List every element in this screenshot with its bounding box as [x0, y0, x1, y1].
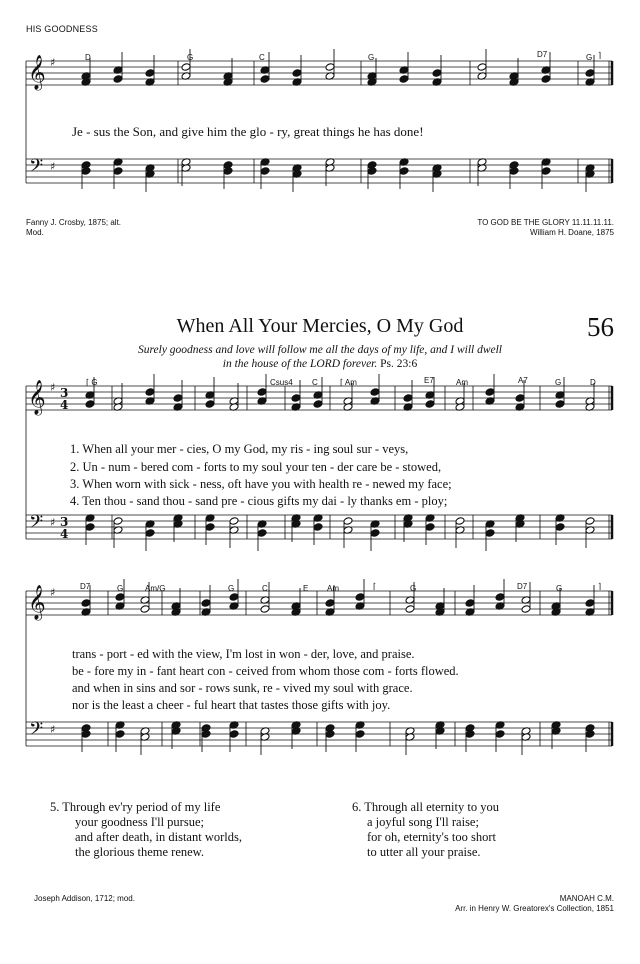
treble-clef-icon: 𝄞 [28, 55, 46, 90]
note-head [229, 730, 239, 739]
sharp-icon: ♯ [50, 586, 56, 599]
note-head [145, 529, 155, 538]
bass-clef-icon: 𝄢 [29, 719, 44, 744]
note-head [495, 593, 505, 602]
note-head [291, 394, 301, 403]
lyric-line: 1. When all your mer - cies, O my God, my ris - ing soul sur - veys, [70, 442, 409, 456]
note-head [81, 599, 91, 608]
time-signature: 3 [60, 386, 69, 400]
chord: G [228, 584, 235, 593]
note-head [485, 529, 495, 538]
treble-clef-icon: 𝄞 [28, 585, 46, 620]
note-head [399, 167, 409, 176]
note-head [425, 523, 435, 532]
running-head: HIS GOODNESS [26, 24, 98, 34]
note-head [145, 388, 155, 397]
note-head [292, 69, 302, 78]
note-head [173, 394, 183, 403]
note-head [140, 605, 150, 614]
sharp-icon: ♯ [50, 160, 56, 173]
lyric-line: trans - port - ed with the view, I'm lost in won - der, love, and praise. [72, 647, 415, 661]
chord: Am/G [145, 584, 166, 593]
chord: ⌈ G [86, 378, 98, 387]
note-head [495, 730, 505, 739]
note-head [201, 599, 211, 608]
sharp-icon: ♯ [50, 516, 56, 529]
note-head [465, 599, 475, 608]
note-head [355, 593, 365, 602]
chord: E [303, 584, 309, 593]
chord: Am [456, 378, 468, 387]
epigraph: Surely goodness and love will follow me all the days of my life, and I will dwell in the house of the LORD forever. Ps. 23:6 [137, 344, 503, 370]
lyric-line: nor is the least a cheer - ful heart that tastes those gifts with joy. [72, 698, 391, 712]
note-head [555, 400, 565, 409]
note-head [370, 529, 380, 538]
chord: Csus4 [270, 378, 293, 387]
note-head [257, 388, 267, 397]
credit-tune: MANOAH C.M. Arr. in Henry W. Greatorex's Collection, 1851 [455, 894, 614, 913]
chord: D7 [80, 582, 91, 591]
note-head [115, 593, 125, 602]
note-head [521, 605, 531, 614]
lyric-line: 3. When worn with sick - ness, oft have you with health re - newed my face; [70, 477, 452, 491]
chord: G [555, 378, 562, 387]
note-head [260, 75, 270, 84]
chord: ⌉ [598, 51, 602, 60]
chord: ⌈ [373, 582, 377, 591]
lyric-line: and when in sins and sor - rows sunk, re - vived my soul with grace. [72, 681, 413, 695]
note-head [325, 599, 335, 608]
treble-clef-icon: 𝄞 [28, 380, 46, 415]
chord: G [368, 53, 375, 62]
note-head [477, 63, 487, 72]
note-head [145, 69, 155, 78]
chord: ⌉ [598, 582, 602, 591]
bass-clef-icon: 𝄢 [29, 156, 44, 181]
note-head [113, 517, 123, 526]
note-head [432, 69, 442, 78]
note-head [85, 523, 95, 532]
note-head [205, 523, 215, 532]
note-head [313, 400, 323, 409]
lyric-line: be - fore my in - fant heart con - ceived from whom those com - forts flowed. [72, 664, 459, 678]
lyric-line: 4. Ten thou - sand thou - sand pre - cious gifts my dai - ly thanks em - ploy; [70, 494, 448, 508]
note-head [555, 523, 565, 532]
credit-author-top: Fanny J. Crosby, 1875; alt. Mod. [26, 218, 122, 237]
chord: D [85, 53, 91, 62]
time-signature: 3 [60, 515, 69, 529]
note-head [370, 388, 380, 397]
note-head [313, 523, 323, 532]
note-head [585, 69, 595, 78]
bass-clef-icon: 𝄢 [29, 512, 44, 537]
note-head [399, 75, 409, 84]
note-head [115, 730, 125, 739]
note-head [403, 394, 413, 403]
note-head [515, 394, 525, 403]
note-head [425, 400, 435, 409]
chord: ⌈ Am [340, 378, 357, 387]
note-head [343, 517, 353, 526]
time-signature: 4 [60, 398, 69, 412]
note-head [455, 517, 465, 526]
note-head [229, 517, 239, 526]
credit-tune-top: TO GOD BE THE GLORY 11.11.11.11. William H. Doane, 1875 [477, 218, 614, 237]
note-head [113, 167, 123, 176]
chord: D [590, 378, 596, 387]
note-head [260, 605, 270, 614]
time-signature: 4 [60, 527, 69, 541]
note-head [485, 388, 495, 397]
lyric-line: 2. Un - num - bered com - forts to my soul your ten - der care be - stowed, [70, 460, 442, 474]
chord: A7 [518, 376, 528, 385]
note-head [205, 400, 215, 409]
note-head [405, 605, 415, 614]
note-head [541, 167, 551, 176]
note-head [260, 167, 270, 176]
note-head [585, 599, 595, 608]
sharp-icon: ♯ [50, 56, 56, 69]
chord: G [410, 584, 417, 593]
chord: G [556, 584, 563, 593]
chord: G [586, 53, 593, 62]
note-head [85, 400, 95, 409]
sharp-icon: ♯ [50, 381, 56, 394]
chord: C [262, 584, 268, 593]
chord: D7 [517, 582, 528, 591]
lyric-line: Je - sus the Son, and give him the glo - ry, great things he has done! [72, 124, 424, 139]
chord: E7 [424, 376, 434, 385]
note-head [355, 730, 365, 739]
note-head [257, 529, 267, 538]
chord: D7 [537, 50, 548, 59]
note-head [585, 517, 595, 526]
chord: Am [327, 584, 339, 593]
hymn-title: When All Your Mercies, O My God [176, 315, 464, 337]
note-head [113, 75, 123, 84]
note-head [181, 63, 191, 72]
chord: C [259, 53, 265, 62]
hymn-number: 56 [587, 312, 614, 342]
chord: G [187, 53, 194, 62]
credit-author: Joseph Addison, 1712; mod. [34, 894, 135, 903]
top-system-treble-staff [26, 61, 612, 85]
note-head [541, 75, 551, 84]
note-head [229, 593, 239, 602]
chord: C [312, 378, 318, 387]
sharp-icon: ♯ [50, 723, 56, 736]
chord: G [117, 584, 124, 593]
note-head [325, 63, 335, 72]
